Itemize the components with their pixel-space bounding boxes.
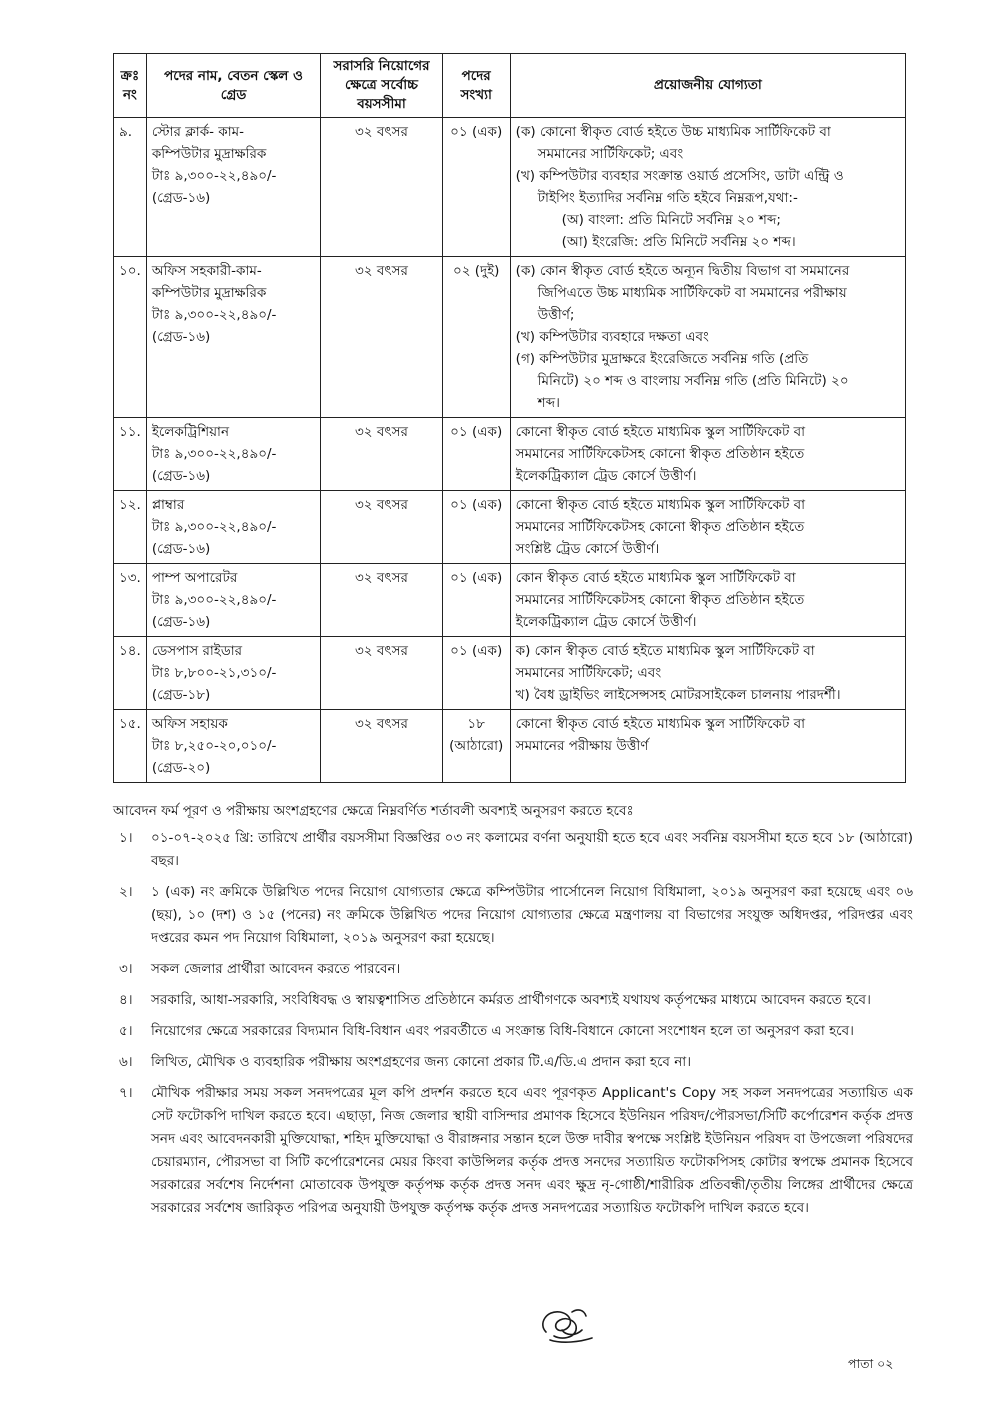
post-line: টাঃ ৯,৩০০-২২,৪৯০/-: [151, 168, 277, 184]
header-post: পদের নাম, বেতন স্কেল ও গ্রেড: [146, 54, 320, 118]
row-post: [146, 257, 320, 418]
row-serial: ১০.: [114, 257, 147, 418]
qualification-line: (ক) কোন স্বীকৃত বোর্ড হইতে অন্যূন দ্বিতীয় বিভাগ বা সমমানের: [515, 263, 850, 279]
qualification-line: (ক) কোনো স্বীকৃত বোর্ড হইতে উচ্চ মাধ্যমিক সার্টিফিকেট বা: [515, 124, 831, 140]
post-line: টাঃ ৯,৩০০-২২,৪৯০/-: [151, 446, 277, 462]
qualification-line: ইলেকট্রিক্যাল ট্রেড কোর্সে উত্তীর্ণ।: [515, 614, 697, 630]
table-row: [114, 637, 906, 710]
row-age-limit: ৩২ বৎসর: [321, 491, 442, 564]
condition-text: সকল জেলার প্রার্থীরা আবেদন করতে পারবেন।: [151, 961, 401, 977]
row-post: [146, 118, 320, 257]
post-line: টাঃ ৮,৮০০-২১,৩১০/-: [151, 665, 277, 681]
row-serial: ১৩.: [114, 564, 147, 637]
table-row: [114, 118, 906, 257]
qualification-line: কোনো স্বীকৃত বোর্ড হইতে মাধ্যমিক স্কুল সার্টিফিকেট বা: [515, 424, 806, 440]
header-qualification: প্রয়োজনীয় যোগ্যতা: [510, 54, 905, 118]
row-age-limit: ৩২ বৎসর: [321, 564, 442, 637]
qualification-line: সমমানের পরীক্ষায় উত্তীর্ণ: [515, 738, 649, 754]
condition-text: মৌখিক পরীক্ষার সময় সকল সনদপত্রের মূল কপি প্রদর্শন করতে হবে এবং পূরণকৃত Applicant's Copy সহ সকল সনদপত্রের সত্যায়িত এক সেট ফটোকপি দাখিল করতে হবে। এছাড়া, নিজ জেলার স্থায়ী বাসিন্দার প্রমাণক হিসেবে ইউনিয়ন পরিষদ/পৌরসভা/সিটি কর্পোরেশন কর্তৃক প্রদত্ত সনদ এবং আবেদনকারী মুক্তিযোদ্ধা, শহিদ মুক্তিযোদ্ধা ও বীরাঙ্গনার সন্তান হলে উক্ত দাবীর স্বপক্ষে সংশ্লিষ্ট ইউনিয়ন পরিষদ বা উপজেলা পরিষদের চেয়ারম্যান, পৌরসভা বা সিটি কর্পোরেশনের মেয়র কিংবা কাউন্সিলর কর্তৃক প্রদত্ত সনদের সত্যায়িত ফটোকপিসহ কোটার স্বপক্ষে প্রমানক হিসেবে সরকারের সর্বশেষ নির্দেশনা মোতাবেক উপযুক্ত কর্তৃপক্ষ কর্তৃক প্রদত্ত সনদ এবং ক্ষুদ্র নৃ-গোষ্ঠী/শারীরিক প্রতিবন্ধী/তৃতীয় লিঙ্গের প্রার্থীদের ক্ষেত্রে সরকারের সর্বশেষ জারিকৃত পরিপত্র অনুযায়ী উপযুক্ত কর্তৃপক্ষ কর্তৃক প্রদত্ত সনদপত্রের সত্যায়িত ফটোকপি দাখিল করতে হবে।: [151, 1085, 913, 1216]
condition-number: ২।: [119, 884, 133, 900]
qualification-line: সংশ্লিষ্ট ট্রেড কোর্সে উত্তীর্ণ।: [515, 541, 660, 557]
post-line: কম্পিউটার মুদ্রাক্ষরিক: [151, 146, 267, 162]
condition-text: সরকারি, আধা-সরকারি, সংবিধিবদ্ধ ও স্বায়ত্বশাসিত প্রতিষ্ঠানে কর্মরত প্রার্থীগণকে অবশ্যই যথাযথ কর্তৃপক্ষের মাধ্যমে আবেদন করতে হবে।: [151, 992, 871, 1008]
table-row: [114, 257, 906, 418]
qualification-line: (খ) কম্পিউটার ব্যবহার সংক্রান্ত ওয়ার্ড প্রসেসিং, ডাটা এন্ট্রি ও: [515, 168, 844, 184]
post-line: টাঃ ৯,৩০০-২২,৪৯০/-: [151, 307, 277, 323]
post-line: প্লাম্বার: [151, 497, 185, 513]
condition-item: [113, 827, 913, 873]
row-serial: ১৫.: [114, 710, 147, 783]
post-line: টাঃ ৮,২৫০-২০,০১০/-: [151, 738, 277, 754]
row-post: [146, 564, 320, 637]
row-serial: ১২.: [114, 491, 147, 564]
row-post-count: ০১ (এক): [442, 564, 510, 637]
condition-text: ০১-০৭-২০২৫ খ্রি: তারিখে প্রার্থীর বয়সসীমা বিজ্ঞপ্তির ০৩ নং কলামের বর্ণনা অনুযায়ী হতে হবে এবং সর্বনিম্ন বয়সসীমা হতে হবে ১৮ (আঠারো) বছর।: [151, 830, 913, 869]
row-qualification: [510, 491, 905, 564]
qualification-line: সমমানের সার্টিফিকেটসহ কোনো স্বীকৃত প্রতিষ্ঠান হইতে: [515, 519, 805, 535]
post-line: কম্পিউটার মুদ্রাক্ষরিক: [151, 285, 267, 301]
qualification-line: (গ) কম্পিউটার মুদ্রাক্ষরে ইংরেজিতে সর্বনিম্ন গতি (প্রতি: [515, 351, 809, 367]
signature: [532, 1302, 602, 1348]
condition-number: ৭।: [119, 1085, 133, 1101]
post-line: ডেসপাস রাইডার: [151, 643, 243, 659]
post-line: ইলেকট্রিশিয়ান: [151, 424, 230, 440]
conditions-list: [113, 827, 913, 1228]
row-age-limit: ৩২ বৎসর: [321, 118, 442, 257]
qualification-line: মিনিটে) ২০ শব্দ ও বাংলায় সর্বনিম্ন গতি (প্রতি মিনিটে) ২০: [537, 373, 849, 389]
qualification-line: সমমানের সার্টিফিকেটসহ কোনো স্বীকৃত প্রতিষ্ঠান হইতে: [515, 446, 805, 462]
qualification-line: কোনো স্বীকৃত বোর্ড হইতে মাধ্যমিক স্কুল সার্টিফিকেট বা: [515, 497, 806, 513]
qualification-line: কোন স্বীকৃত বোর্ড হইতে মাধ্যমিক স্কুল সার্টিফিকেট বা: [515, 570, 796, 586]
qualification-line: সমমানের সার্টিফিকেটসহ কোনো স্বীকৃত প্রতিষ্ঠান হইতে: [515, 592, 805, 608]
qualification-line: সমমানের সার্টিফিকেট; এবং: [515, 665, 662, 681]
condition-text: নিয়োগের ক্ষেত্রে সরকারের বিদ্যমান বিধি-বিধান এবং পরবর্তীতে এ সংক্রান্ত বিধি-বিধানে কোনো সংশোধন হলে তা অনুসরণ করা হবে।: [151, 1023, 854, 1039]
qualification-line: সমমানের সার্টিফিকেট; এবং: [537, 146, 684, 162]
row-serial: ৯.: [114, 118, 147, 257]
qualification-line: টাইপিং ইত্যাদির সর্বনিম্ন গতি হইবে নিম্নরূপ,যথা:-: [537, 190, 798, 206]
condition-item: [113, 881, 913, 950]
post-line: (গ্রেড-১৬): [151, 468, 211, 484]
qualification-line: কোনো স্বীকৃত বোর্ড হইতে মাধ্যমিক স্কুল সার্টিফিকেট বা: [515, 716, 806, 732]
row-post-count: ১৮ (আঠারো): [442, 710, 510, 783]
row-serial: ১৪.: [114, 637, 147, 710]
condition-number: ৫।: [119, 1023, 133, 1039]
row-qualification: [510, 418, 905, 491]
row-qualification: [510, 118, 905, 257]
post-line: (গ্রেড-১৮): [151, 687, 211, 703]
post-line: টাঃ ৯,৩০০-২২,৪৯০/-: [151, 592, 277, 608]
condition-item: [113, 1082, 913, 1220]
posts-table: [113, 53, 906, 783]
qualification-line: (আ) ইংরেজি: প্রতি মিনিটে সর্বনিম্ন ২০ শব্দ।: [561, 234, 796, 250]
qualification-line: খ) বৈধ ড্রাইভিং লাইসেন্সসহ মোটরসাইকেল চালনায় পারদর্শী।: [515, 687, 841, 703]
header-serial: ক্রঃ নং: [114, 54, 147, 118]
row-post: [146, 418, 320, 491]
post-line: অফিস সহকারী-কাম-: [151, 263, 262, 279]
qualification-line: জিপিএতে উচ্চ মাধ্যমিক সার্টিফিকেট বা সমমানের পরীক্ষায়: [537, 285, 847, 301]
table-row: [114, 491, 906, 564]
row-qualification: [510, 637, 905, 710]
row-post-count: ০২ (দুই): [442, 257, 510, 418]
condition-text: ১ (এক) নং ক্রমিকে উল্লিখিত পদের নিয়োগ যোগ্যতার ক্ষেত্রে কম্পিউটার পার্সোনেল নিয়োগ বিধিমালা, ২০১৯ অনুসরণ করা হয়েছে এবং ০৬ (ছয়), ১০ (দশ) ও ১৫ (পনের) নং ক্রমিকে উল্লিখিত পদের নিয়োগ যোগ্যতার ক্ষেত্রে মন্ত্রণালয় বা বিভাগের সংযুক্ত অধিদপ্তর, পরিদপ্তর এবং দপ্তরের কমন পদ নিয়োগ বিধিমালা, ২০১৯ অনুসরণ করা হয়েছে।: [151, 884, 913, 946]
post-line: স্টোর ক্লার্ক- কাম-: [151, 124, 245, 140]
condition-text: লিখিত, মৌখিক ও ব্যবহারিক পরীক্ষায় অংশগ্রহণের জন্য কোনো প্রকার টি.এ/ডি.এ প্রদান করা হবে না।: [151, 1054, 692, 1070]
row-age-limit: ৩২ বৎসর: [321, 710, 442, 783]
row-qualification: [510, 257, 905, 418]
post-line: (গ্রেড-১৬): [151, 190, 211, 206]
row-post: [146, 637, 320, 710]
condition-number: ৪।: [119, 992, 133, 1008]
row-age-limit: ৩২ বৎসর: [321, 637, 442, 710]
row-qualification: [510, 710, 905, 783]
post-line: (গ্রেড-১৬): [151, 541, 211, 557]
table-header-row: [114, 54, 906, 118]
row-post-count: ০১ (এক): [442, 491, 510, 564]
qualification-line: শব্দ।: [537, 395, 560, 411]
row-serial: ১১.: [114, 418, 147, 491]
row-post: [146, 491, 320, 564]
condition-number: ৬।: [119, 1054, 133, 1070]
condition-number: ৩।: [119, 961, 133, 977]
condition-item: [113, 1020, 913, 1043]
condition-item: [113, 1051, 913, 1074]
header-count: পদের সংখ্যা: [442, 54, 510, 118]
page-number: পাতা ০২: [848, 1356, 894, 1371]
header-age: সরাসরি নিয়োগের ক্ষেত্রে সর্বোচ্চ বয়সসীমা: [321, 54, 442, 118]
qualification-line: উত্তীর্ণ;: [537, 307, 575, 323]
post-line: টাঃ ৯,৩০০-২২,৪৯০/-: [151, 519, 277, 535]
row-post-count: ০১ (এক): [442, 418, 510, 491]
qualification-line: (অ) বাংলা: প্রতি মিনিটে সর্বনিম্ন ২০ শব্দ;: [561, 212, 781, 228]
condition-number: ১।: [119, 830, 133, 846]
row-post-count: ০১ (এক): [442, 637, 510, 710]
row-age-limit: ৩২ বৎসর: [321, 418, 442, 491]
post-line: পাম্প অপারেটর: [151, 570, 238, 586]
table-row: [114, 710, 906, 783]
table-row: [114, 564, 906, 637]
qualification-line: ক) কোন স্বীকৃত বোর্ড হইতে মাধ্যমিক স্কুল সার্টিফিকেট বা: [515, 643, 815, 659]
row-post-count: ০১ (এক): [442, 118, 510, 257]
row-post: [146, 710, 320, 783]
condition-item: [113, 958, 913, 981]
row-age-limit: ৩২ বৎসর: [321, 257, 442, 418]
post-line: (গ্রেড-১৬): [151, 329, 211, 345]
post-line: (গ্রেড-১৬): [151, 614, 211, 630]
conditions-intro: আবেদন ফর্ম পূরণ ও পরীক্ষায় অংশগ্রহণের ক্ষেত্রে নিম্নবর্ণিত শর্তাবলী অবশ্যই অনুসরণ করতে হবেঃ: [113, 803, 634, 819]
table-row: [114, 418, 906, 491]
row-qualification: [510, 564, 905, 637]
qualification-line: (খ) কম্পিউটার ব্যবহারে দক্ষতা এবং: [515, 329, 709, 345]
post-line: অফিস সহায়ক: [151, 716, 228, 732]
post-line: (গ্রেড-২০): [151, 760, 211, 776]
qualification-line: ইলেকট্রিক্যাল ট্রেড কোর্সে উত্তীর্ণ।: [515, 468, 697, 484]
condition-item: [113, 989, 913, 1012]
table-body: [114, 118, 906, 783]
